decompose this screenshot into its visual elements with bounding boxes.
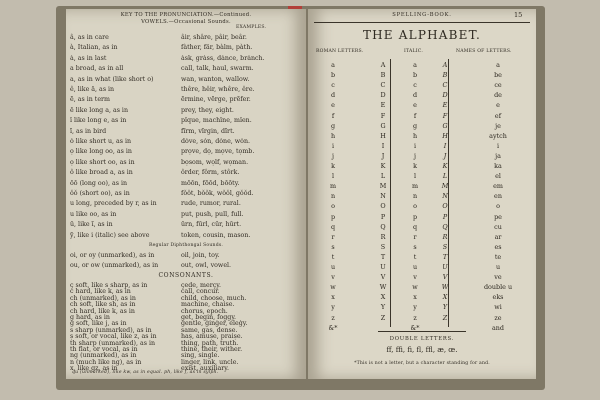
key-row bbox=[70, 138, 302, 148]
letter-name: o bbox=[496, 202, 500, 211]
sound-key: n (much like ng), as in bbox=[70, 358, 142, 366]
sound-key: à, Italian, as in bbox=[70, 44, 118, 52]
sound-key: u like oo, as in bbox=[70, 210, 117, 218]
alphabet-row bbox=[312, 81, 532, 91]
consonants-heading: CONSONANTS. bbox=[158, 272, 214, 279]
roman-upper: C bbox=[380, 81, 386, 90]
italic-upper: F bbox=[442, 111, 448, 120]
sound-key: oi, or oy (unmarked), as in bbox=[70, 252, 155, 259]
key-row bbox=[70, 34, 302, 44]
letter-name: i bbox=[496, 141, 500, 150]
italic-upper: C bbox=[442, 81, 448, 90]
sound-key: ch soft, like sh, as in bbox=[70, 301, 136, 309]
key-row bbox=[70, 180, 302, 190]
alphabet-row bbox=[312, 253, 532, 263]
sound-examples: ôrder, fôrm, stôrk. bbox=[181, 169, 240, 177]
italic-lower: s bbox=[413, 242, 417, 251]
sound-examples: thêre, hêir, whêre, êre. bbox=[181, 86, 255, 93]
sound-examples: haṣ, amuṣe, praiṣe. bbox=[181, 333, 243, 341]
double-letters-heading: DOUBLE LETTERS. bbox=[389, 336, 455, 342]
italic-lower: r bbox=[413, 232, 417, 241]
roman-upper: A bbox=[380, 61, 386, 69]
roman-lower: o bbox=[331, 202, 335, 211]
italic-upper: N bbox=[442, 192, 448, 201]
sound-key: ġ soft, like j, as in bbox=[70, 320, 127, 328]
roman-lower: e bbox=[331, 101, 335, 110]
roman-lower: w bbox=[330, 283, 336, 292]
italic-upper: Z bbox=[442, 313, 448, 322]
roman-upper: V bbox=[380, 273, 386, 282]
key-row bbox=[70, 86, 302, 96]
italic-upper: M bbox=[441, 182, 449, 191]
key-row bbox=[70, 96, 302, 106]
right-running-head: SPELLING-BOOK. bbox=[392, 12, 452, 18]
col-header-roman: ROMAN LETTERS. bbox=[316, 49, 364, 54]
sound-key: th flat, or vocal, as in bbox=[70, 346, 138, 353]
letter-name: eks bbox=[492, 293, 504, 302]
sound-key: g hard, as in bbox=[70, 314, 110, 321]
alphabet-row bbox=[312, 132, 532, 142]
italic-upper: U bbox=[442, 263, 448, 271]
italic-upper: K bbox=[442, 162, 448, 170]
sound-key: ç soft, like s sharp, as in bbox=[70, 282, 148, 289]
roman-lower: f bbox=[331, 111, 335, 120]
diphthong-heading: Regular Diphthongal Sounds. bbox=[148, 243, 224, 248]
italic-lower: f bbox=[413, 111, 417, 120]
letter-name: ja bbox=[495, 151, 501, 160]
letter-name: el bbox=[495, 172, 501, 181]
left-running-head: KEY TO THE PRONUNCIATION.—Continued. bbox=[120, 12, 252, 18]
sound-examples: mōōn, fōōd, bōōty. bbox=[181, 179, 240, 187]
sound-examples: prey, they, eight. bbox=[181, 106, 234, 114]
key-row bbox=[70, 262, 302, 272]
italic-upper: A bbox=[442, 61, 448, 69]
sound-examples: get, begin, foggy. bbox=[181, 314, 237, 321]
italic-lower: i bbox=[413, 141, 417, 150]
italic-lower: l bbox=[413, 172, 417, 181]
roman-upper: W bbox=[379, 283, 387, 292]
sound-key: ô like broad a, as in bbox=[70, 169, 133, 177]
roman-upper: K bbox=[380, 162, 386, 170]
key-row bbox=[70, 211, 302, 221]
sound-key: ē like long a, as in bbox=[70, 106, 129, 114]
sound-key: ọ like long oo, as in bbox=[70, 148, 132, 156]
italic-lower: m bbox=[411, 182, 419, 191]
sound-examples: token, cousin, mason. bbox=[181, 231, 251, 239]
sound-key: ch (unmarked), as in bbox=[70, 294, 136, 302]
key-row bbox=[70, 128, 302, 138]
alphabet-row bbox=[312, 142, 532, 152]
italic-lower: t bbox=[413, 252, 417, 261]
sound-examples: çede, merçy. bbox=[181, 282, 221, 289]
sound-examples: child, choose, much. bbox=[181, 294, 247, 302]
key-row bbox=[70, 232, 302, 242]
italic-lower: p bbox=[412, 212, 418, 221]
italic-lower: u bbox=[412, 263, 418, 271]
sound-examples: put, push, pull, full. bbox=[181, 210, 244, 218]
left-footer: qu (unmarked), like kw, as in equal. ph, like f, as in sylph. bbox=[72, 370, 219, 375]
roman-lower: a bbox=[331, 61, 335, 69]
sound-examples: dȯve, sȯn, dȯne, wȯn. bbox=[181, 138, 251, 145]
sound-examples: thing, path, truth. bbox=[181, 339, 239, 347]
key-row bbox=[70, 65, 302, 75]
alphabet-row bbox=[312, 182, 532, 192]
sound-key: a broad, as in all bbox=[70, 65, 124, 73]
key-row bbox=[70, 117, 302, 127]
italic-lower: q bbox=[412, 222, 418, 231]
letter-name: double u bbox=[483, 283, 513, 292]
roman-lower: b bbox=[330, 71, 336, 80]
roman-upper: S bbox=[380, 242, 386, 251]
letter-name: em bbox=[493, 182, 503, 191]
roman-upper: B bbox=[380, 71, 386, 80]
roman-upper: M bbox=[379, 182, 387, 191]
italic-upper: S bbox=[442, 242, 448, 251]
italic-upper: W bbox=[441, 283, 449, 292]
sound-key: ȧ, as in last bbox=[70, 54, 107, 62]
alphabet-row bbox=[312, 303, 532, 313]
sound-examples: call, talk, haul, swarm. bbox=[181, 65, 254, 73]
italic-upper: G bbox=[442, 121, 448, 130]
sound-key: th sharp (unmarked), as in bbox=[70, 339, 156, 347]
alphabet-row bbox=[312, 273, 532, 283]
alphabet-row bbox=[312, 152, 532, 162]
sound-examples: wan, wanton, wallow. bbox=[181, 75, 250, 83]
key-row bbox=[70, 55, 302, 65]
alphabet-row bbox=[312, 202, 532, 212]
key-row bbox=[70, 107, 302, 117]
alphabet-row bbox=[312, 243, 532, 253]
sound-key: ng (unmarked), as in bbox=[70, 352, 137, 360]
italic-upper: L bbox=[442, 172, 448, 181]
italic-lower: g bbox=[412, 121, 418, 130]
double-letters: ff, ffi, fi, fl, ffl, æ, œ. bbox=[386, 346, 458, 354]
italic-upper: O bbox=[442, 202, 448, 211]
roman-upper: X bbox=[380, 293, 386, 302]
sound-key: ch hard, like k, as in bbox=[70, 307, 135, 315]
examples-label: EXAMPLES. bbox=[236, 25, 267, 30]
sound-examples: machine, chaise. bbox=[181, 301, 235, 309]
italic-lower: x bbox=[413, 293, 417, 302]
roman-lower: t bbox=[331, 252, 335, 261]
roman-lower: c bbox=[331, 81, 335, 90]
roman-lower: z bbox=[331, 313, 335, 322]
roman-upper: D bbox=[380, 91, 386, 100]
right-page bbox=[308, 9, 536, 379]
sound-key: u long, preceded by r, as in bbox=[70, 200, 157, 208]
sound-examples: ȧsk, grȧss, dȧnce, brȧnch. bbox=[181, 54, 265, 62]
italic-lower: w bbox=[412, 283, 418, 292]
roman-upper: J bbox=[381, 151, 385, 160]
alphabet-row bbox=[312, 223, 532, 233]
alphabet-row bbox=[312, 233, 532, 243]
key-row bbox=[70, 44, 302, 54]
sound-key: ê, like ā, as in bbox=[70, 86, 115, 93]
roman-lower: x bbox=[331, 293, 335, 302]
letter-name: ve bbox=[494, 273, 502, 282]
alphabet-title: THE ALPHABET. bbox=[362, 28, 482, 42]
sound-key: s sharp (unmarked), as in bbox=[70, 326, 152, 334]
roman-upper: F bbox=[380, 111, 386, 120]
roman-lower: i bbox=[331, 141, 335, 150]
letter-name: be bbox=[494, 71, 502, 80]
roman-lower: k bbox=[331, 162, 335, 170]
italic-upper: B bbox=[442, 71, 448, 80]
sound-examples: prọve, dọ, mọve, tọmb. bbox=[181, 148, 255, 156]
roman-lower: y bbox=[331, 303, 335, 312]
roman-lower: g bbox=[330, 121, 336, 130]
alphabet-row bbox=[312, 324, 532, 334]
alphabet-row bbox=[312, 192, 532, 202]
sound-examples: ẽrmine, vẽrge, prẽfer. bbox=[181, 96, 251, 104]
sound-examples: bọsom, wọlf, wọman. bbox=[181, 158, 249, 166]
roman-upper: I bbox=[381, 141, 385, 150]
letter-name: de bbox=[494, 91, 502, 100]
letter-name: ce bbox=[494, 81, 502, 90]
sound-key: a, as in what (like short o) bbox=[70, 75, 154, 83]
letter-name: e bbox=[496, 101, 500, 110]
letter-name: u bbox=[495, 263, 501, 271]
italic-lower: y bbox=[413, 303, 417, 312]
col-header-names: NAMES OF LETTERS. bbox=[456, 49, 512, 54]
key-row bbox=[70, 252, 302, 262]
letter-name: ar bbox=[494, 232, 502, 241]
alphabet-row bbox=[312, 91, 532, 101]
sound-key: â, as in care bbox=[70, 34, 109, 41]
roman-upper: H bbox=[380, 131, 386, 140]
roman-lower: n bbox=[330, 192, 336, 201]
letter-name: wi bbox=[494, 303, 502, 312]
italic-lower: o bbox=[413, 202, 417, 211]
italic-upper: T bbox=[442, 252, 448, 261]
sound-key: ȯ like short u, as in bbox=[70, 138, 132, 145]
roman-lower: d bbox=[330, 91, 336, 100]
alphabet-row bbox=[312, 122, 532, 132]
sound-examples: pïque, machïne, mïen. bbox=[181, 117, 252, 125]
sound-key: ọ like short oo, as in bbox=[70, 158, 135, 166]
alphabet-row bbox=[312, 314, 532, 324]
letter-name: ze bbox=[494, 313, 502, 322]
roman-lower: q bbox=[330, 222, 336, 231]
sound-examples: sing, single. bbox=[181, 352, 220, 360]
italic-upper: H bbox=[442, 131, 448, 140]
roman-lower: l bbox=[331, 172, 335, 181]
italic-lower: j bbox=[414, 151, 416, 160]
italic-upper: X bbox=[442, 293, 448, 302]
sound-examples: call, concur. bbox=[181, 288, 220, 296]
roman-lower: u bbox=[330, 263, 336, 271]
roman-upper: Y bbox=[380, 303, 386, 312]
roman-lower: p bbox=[330, 212, 336, 221]
roman-upper: N bbox=[380, 192, 386, 201]
ornament-rule bbox=[378, 331, 466, 332]
alphabet-row bbox=[312, 213, 532, 223]
italic-lower: &* bbox=[410, 323, 420, 332]
italic-upper: R bbox=[442, 232, 448, 241]
roman-upper: Q bbox=[380, 222, 386, 231]
letter-name: cu bbox=[494, 222, 502, 231]
italic-lower: v bbox=[413, 273, 417, 282]
key-row bbox=[70, 200, 302, 210]
sound-examples: same, gas, dense. bbox=[181, 326, 238, 334]
italic-upper: E bbox=[442, 101, 448, 110]
alphabet-row bbox=[312, 172, 532, 182]
roman-upper: T bbox=[380, 252, 386, 261]
italic-lower: k bbox=[413, 162, 417, 170]
header-rule bbox=[314, 22, 530, 23]
sound-key: ū, like ĩ, as in bbox=[70, 221, 113, 229]
letter-name: pe bbox=[494, 212, 502, 221]
alphabet-row bbox=[312, 61, 532, 71]
sound-examples: linger, link, uncle. bbox=[181, 358, 239, 366]
col-header-italic: ITALIC. bbox=[404, 49, 424, 54]
roman-upper: O bbox=[380, 202, 386, 211]
sound-key: ṣ soft, or vocal, like z, as in bbox=[70, 333, 157, 341]
roman-upper: G bbox=[380, 121, 386, 130]
key-row bbox=[70, 148, 302, 158]
italic-upper: P bbox=[442, 212, 448, 221]
roman-upper: P bbox=[380, 212, 386, 221]
sound-examples: fàther, fär, bàlm, pàth. bbox=[181, 44, 253, 52]
sound-examples: âir, shâre, pâir, beâr. bbox=[181, 34, 247, 41]
footnote: *This is not a letter, but a character standing for and. bbox=[354, 361, 490, 366]
alphabet-row bbox=[312, 293, 532, 303]
roman-upper: L bbox=[380, 172, 386, 181]
sound-key: ẽ, as in term bbox=[70, 96, 111, 104]
roman-lower: j bbox=[332, 151, 334, 160]
sound-key: ŏŏ (short oo), as in bbox=[70, 190, 130, 197]
sound-examples: oil, join, toy. bbox=[181, 252, 220, 259]
alphabet-row bbox=[312, 162, 532, 172]
roman-upper: E bbox=[380, 101, 386, 110]
sound-examples: ūrn, fūrl, cūr, hūrt. bbox=[181, 221, 242, 229]
italic-upper: Y bbox=[442, 303, 448, 312]
sound-examples: ġentle, ġinġer, eleġy. bbox=[181, 320, 248, 328]
sound-examples: rude, rumor, rural. bbox=[181, 200, 241, 208]
italic-lower: a bbox=[413, 61, 417, 69]
sound-examples: exist, auxiliary. bbox=[181, 365, 229, 373]
sound-key: ĩ, as in bird bbox=[70, 127, 107, 135]
key-row bbox=[70, 159, 302, 169]
letter-name: es bbox=[494, 242, 502, 251]
roman-lower: h bbox=[330, 131, 336, 140]
sound-examples: fĩrm, vĩrgin, dĩrt. bbox=[181, 127, 235, 135]
letter-name: and bbox=[491, 323, 505, 332]
sound-key: ỹ, like i (italic) see above bbox=[70, 231, 150, 239]
roman-lower: v bbox=[331, 273, 335, 282]
letter-name: te bbox=[494, 252, 502, 261]
italic-lower: n bbox=[412, 192, 418, 201]
sound-key: ōō (long oo), as in bbox=[70, 179, 128, 187]
key-row bbox=[70, 190, 302, 200]
letter-name: a bbox=[496, 61, 500, 69]
italic-lower: h bbox=[412, 131, 418, 140]
alphabet-row bbox=[312, 283, 532, 293]
key-row bbox=[70, 221, 302, 231]
key-row bbox=[70, 169, 302, 179]
alphabet-row bbox=[312, 112, 532, 122]
italic-lower: b bbox=[412, 71, 418, 80]
sound-key: x, like gz, as in bbox=[70, 365, 118, 373]
letter-name: ef bbox=[494, 111, 502, 120]
key-row bbox=[70, 76, 302, 86]
roman-upper: U bbox=[380, 263, 386, 271]
italic-upper: J bbox=[443, 151, 447, 160]
vowels-heading: VOWELS.—Occasional Sounds. bbox=[141, 19, 231, 25]
alphabet-row bbox=[312, 71, 532, 81]
roman-lower: &* bbox=[328, 323, 338, 332]
italic-lower: d bbox=[412, 91, 418, 100]
italic-lower: e bbox=[413, 101, 417, 110]
letter-name: en bbox=[494, 192, 502, 201]
italic-upper: Q bbox=[442, 222, 448, 231]
letter-name: je bbox=[495, 121, 501, 130]
italic-upper: V bbox=[442, 273, 448, 282]
left-page bbox=[66, 9, 306, 379]
alphabet-row bbox=[312, 101, 532, 111]
sound-key: ï like long e, as in bbox=[70, 117, 127, 125]
roman-lower: s bbox=[331, 242, 335, 251]
sound-key: ou, or ow (unmarked), as in bbox=[70, 261, 159, 269]
sound-examples: out, owl, vowel. bbox=[181, 261, 232, 269]
sound-examples: thine, their, wither. bbox=[181, 346, 243, 353]
page-number: 15 bbox=[514, 11, 523, 19]
roman-lower: m bbox=[329, 182, 337, 191]
italic-lower: c bbox=[413, 81, 417, 90]
sound-examples: chorus, epoch. bbox=[181, 307, 228, 315]
letter-name: aytch bbox=[489, 131, 507, 140]
sound-key: c hard, like k, as in bbox=[70, 288, 131, 296]
roman-lower: r bbox=[331, 232, 335, 241]
italic-upper: D bbox=[442, 91, 448, 100]
alphabet-row bbox=[312, 263, 532, 273]
letter-name: ka bbox=[494, 162, 502, 170]
sound-examples: fŏŏt, bŏŏk, wŏŏl, gŏŏd. bbox=[181, 190, 254, 197]
roman-upper: Z bbox=[380, 313, 386, 322]
roman-upper: R bbox=[380, 232, 386, 241]
italic-upper: I bbox=[443, 141, 447, 150]
italic-lower: z bbox=[413, 313, 417, 322]
